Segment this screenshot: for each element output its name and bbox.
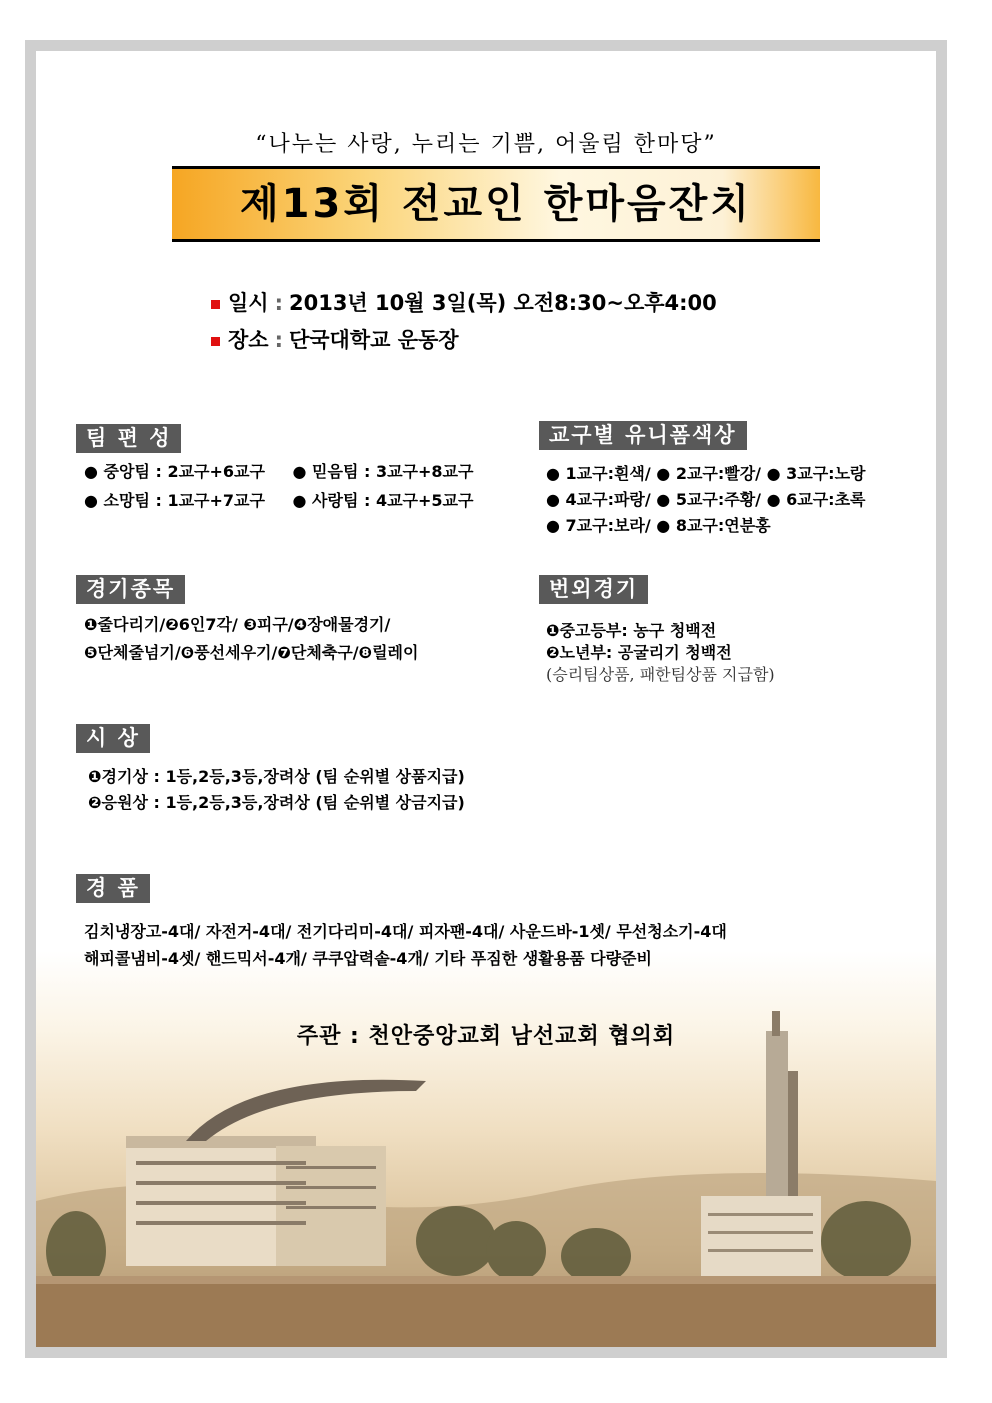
event-title: 제13회 전교인 한마음잔치 — [172, 166, 820, 242]
flyer — [36, 51, 936, 1347]
awards-row: ❷응원상 : 1등,2등,3등,장려상 (팀 순위별 상금지급) — [88, 793, 465, 812]
uniform-row: ● 1교구:흰색/ ● 2교구:빨강/ ● 3교구:노랑 — [546, 464, 866, 483]
team-row — [84, 459, 473, 482]
bullet-square-icon — [211, 337, 220, 346]
church-photo — [36, 951, 936, 1347]
awards-heading: 시 상 — [76, 724, 150, 753]
uniform-heading: 교구별 유니폼색상 — [539, 421, 747, 450]
team-item: ● 사랑팀 : 4교구+5교구 — [292, 491, 474, 510]
extra-heading: 번외경기 — [539, 575, 648, 604]
prizes-heading: 경 품 — [76, 874, 150, 903]
team-item: ● 소망팀 : 1교구+7교구 — [84, 491, 265, 510]
events-row: ❺단체줄넘기/❻풍선세우기/❼단체축구/❽릴레이 — [84, 643, 419, 662]
church-illustration — [36, 951, 936, 1347]
team-item: ● 중앙팀 : 2교구+6교구 — [84, 462, 265, 481]
extra-row: ❷노년부: 공굴리기 청백전 — [546, 643, 732, 662]
date-row — [211, 287, 717, 317]
separator: : — [274, 328, 283, 352]
date-label: 일시 — [228, 291, 269, 315]
place-label: 장소 — [228, 328, 269, 352]
uniform-row: ● 7교구:보라/ ● 8교구:연분홍 — [546, 516, 771, 535]
events-heading: 경기종목 — [76, 575, 185, 604]
slogan: “나누는 사랑, 누리는 기쁨, 어울림 한마당” — [255, 132, 717, 157]
prizes-row: 해피콜냄비-4셋/ 핸드믹서-4개/ 쿠쿠압력솥-4개/ 기타 푸짐한 생활용품 다량준비 — [84, 949, 652, 968]
date-value: 2013년 10월 3일(목) 오전8:30~오후4:00 — [288, 291, 717, 315]
extra-note: (승리팀상품, 패한팀상품 지급함) — [546, 665, 775, 684]
team-row — [84, 488, 473, 511]
team-item: ● 믿음팀 : 3교구+8교구 — [292, 462, 474, 481]
uniform-row: ● 4교구:파랑/ ● 5교구:주황/ ● 6교구:초록 — [546, 490, 866, 509]
host-organizer: 주관 : 천안중앙교회 남선교회 협의회 — [296, 1024, 676, 1049]
events-row: ❶줄다리기/❷6인7각/ ❸피구/❹장애물경기/ — [84, 615, 391, 634]
awards-row: ❶경기상 : 1등,2등,3등,장려상 (팀 순위별 상품지급) — [88, 767, 465, 786]
prizes-row: 김치냉장고-4대/ 자전거-4대/ 전기다리미-4대/ 피자팬-4대/ 사운드바-1셋/ 무선청소기-4대 — [84, 922, 727, 941]
bullet-square-icon — [211, 300, 220, 309]
place-row — [211, 324, 459, 354]
place-value: 단국대학교 운동장 — [288, 328, 459, 352]
teams-heading: 팀 편 성 — [76, 424, 181, 453]
separator: : — [274, 291, 283, 315]
extra-row: ❶중고등부: 농구 청백전 — [546, 621, 717, 640]
